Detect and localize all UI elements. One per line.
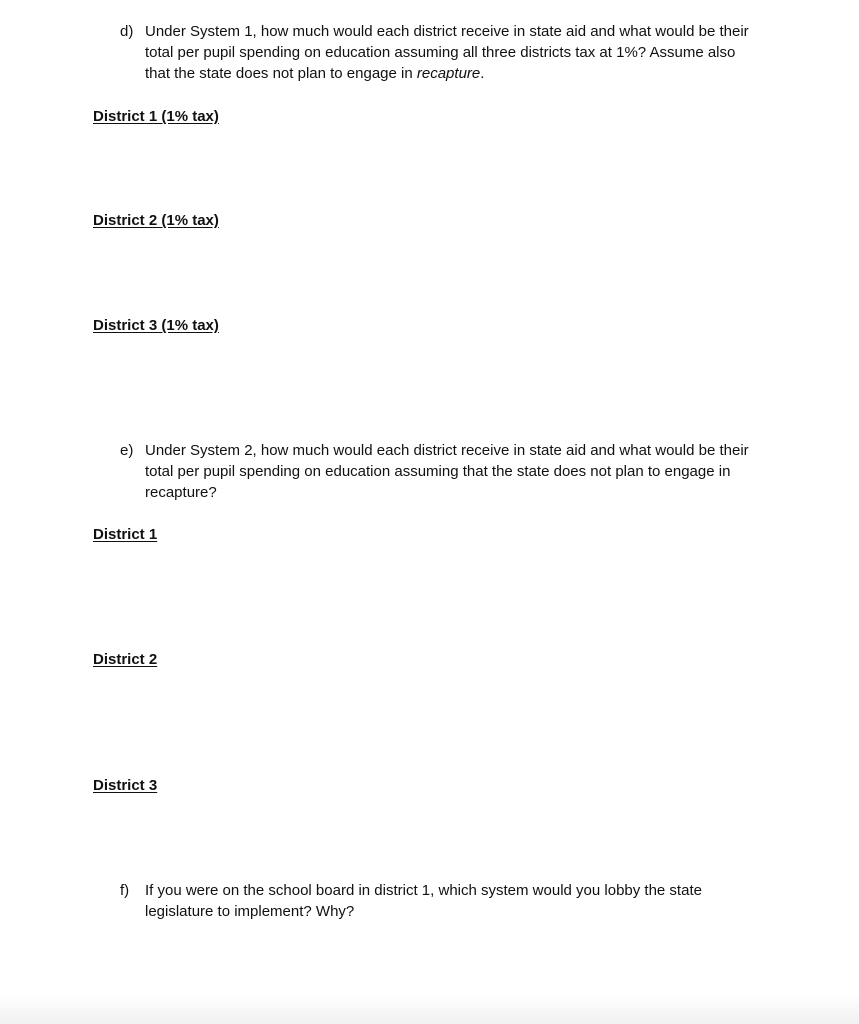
question-d-marker: d) xyxy=(120,23,134,40)
question-f-marker: f) xyxy=(120,882,130,899)
recapture-emphasis: recapture xyxy=(416,65,481,82)
heading-d-district-2: District 2 (1% tax) xyxy=(93,212,219,229)
question-d xyxy=(120,21,760,84)
heading-d-district-3: District 3 (1% tax) xyxy=(93,317,219,334)
question-f-text: If you were on the school board in district 1, which system would you lobby the state legislature to implement? Why? xyxy=(145,882,702,920)
question-e-text: Under System 2, how much would each district receive in state aid and what would be their total per pupil spending on education assuming that the state does not plan to engage in recapture? xyxy=(145,442,749,501)
heading-e-district-3: District 3 xyxy=(93,777,158,794)
question-e-marker: e) xyxy=(120,442,134,459)
heading-d-district-1: District 1 (1% tax) xyxy=(93,108,219,125)
question-f xyxy=(120,880,760,922)
page-bottom-edge xyxy=(0,994,859,1024)
heading-e-district-1: District 1 xyxy=(93,526,158,543)
heading-e-district-2: District 2 xyxy=(93,651,158,668)
question-d-text: Under System 1, how much would each district receive in state aid and what would be their total per pupil spending on education assuming all three districts tax at 1%? Assume also that the state does not plan to engage in recapture. xyxy=(145,23,749,82)
question-e xyxy=(120,440,760,503)
